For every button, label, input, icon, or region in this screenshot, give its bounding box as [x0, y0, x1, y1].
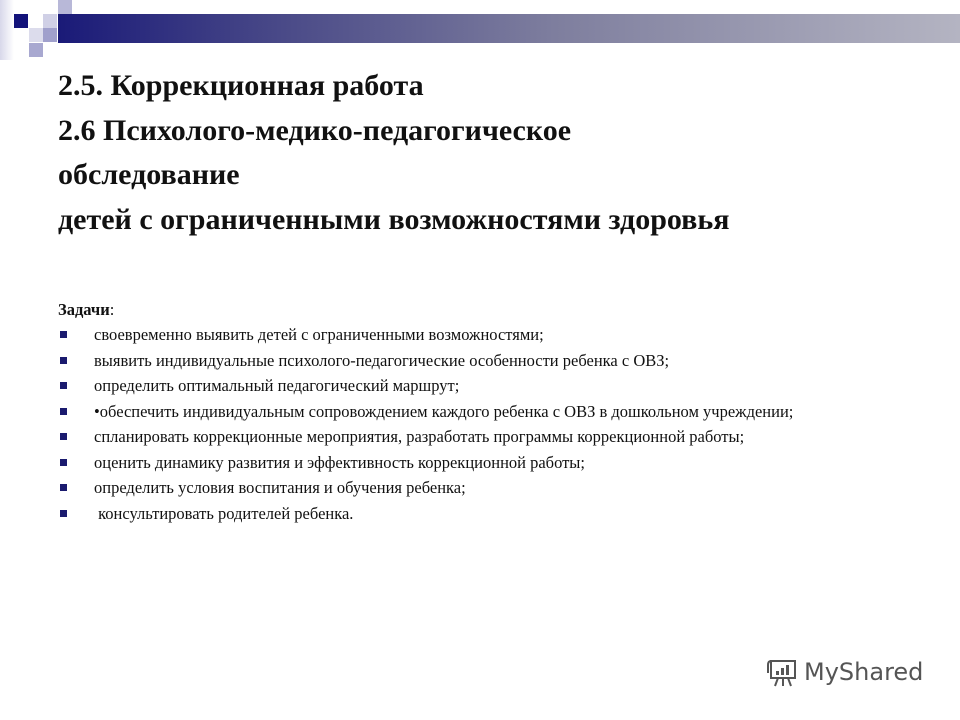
list-item	[58, 326, 918, 343]
title-line: детей с ограниченными возможностями здоровья	[58, 202, 730, 236]
title-line: 2.5. Коррекционная работа	[58, 69, 424, 102]
slide-body	[58, 300, 918, 530]
title-line: обследование	[58, 158, 240, 191]
decor-square	[29, 43, 43, 57]
decor-square	[14, 14, 28, 28]
item-text: •обеспечить индивидуальным сопровождением каждого ребенка с ОВЗ в дошкольном учреждении;	[94, 401, 794, 421]
decor-square	[43, 14, 57, 28]
item-text: оценить динамику развития и эффективность коррекционной работы;	[94, 452, 585, 472]
item-text: определить условия воспитания и обучения ребенка;	[94, 478, 466, 497]
list-item	[58, 403, 918, 420]
list-item	[58, 454, 918, 471]
square-bullet-icon	[60, 357, 67, 364]
item-text: выявить индивидуальные психолого-педагогические особенности ребенка с ОВЗ;	[94, 350, 670, 370]
list-item	[58, 428, 918, 445]
square-bullet-icon	[60, 510, 67, 517]
watermark-logo	[766, 656, 923, 688]
item-text: консультировать родителей ребенка.	[94, 503, 354, 523]
decor-square	[29, 28, 43, 42]
square-bullet-icon	[60, 408, 67, 415]
list-item	[58, 377, 918, 394]
item-text: определить оптимальный педагогический маршрут;	[94, 376, 460, 395]
header-bar	[58, 14, 960, 43]
tasks-label: Задачи	[58, 300, 110, 319]
decor-square	[43, 28, 57, 42]
watermark-text: MyShared	[804, 658, 924, 686]
tasks-colon: :	[109, 300, 115, 319]
square-bullet-icon	[60, 331, 67, 338]
decor-edge	[0, 0, 14, 60]
task-list	[58, 326, 918, 522]
square-bullet-icon	[60, 459, 67, 466]
square-bullet-icon	[60, 484, 67, 491]
square-bullet-icon	[60, 433, 67, 440]
list-item	[58, 479, 918, 496]
square-bullet-icon	[60, 382, 67, 389]
slide-title	[58, 64, 729, 242]
presentation-board-icon	[766, 656, 798, 688]
item-text: спланировать коррекционные мероприятия, разработать программы коррекционной работы;	[94, 427, 745, 446]
list-item	[58, 505, 918, 522]
decor-square	[58, 0, 72, 14]
title-line: 2.6 Психолого-медико-педагогическое	[58, 113, 572, 147]
tasks-heading	[58, 300, 918, 320]
list-item	[58, 352, 918, 369]
item-text: своевременно выявить детей с ограниченными возможностями;	[94, 325, 544, 344]
